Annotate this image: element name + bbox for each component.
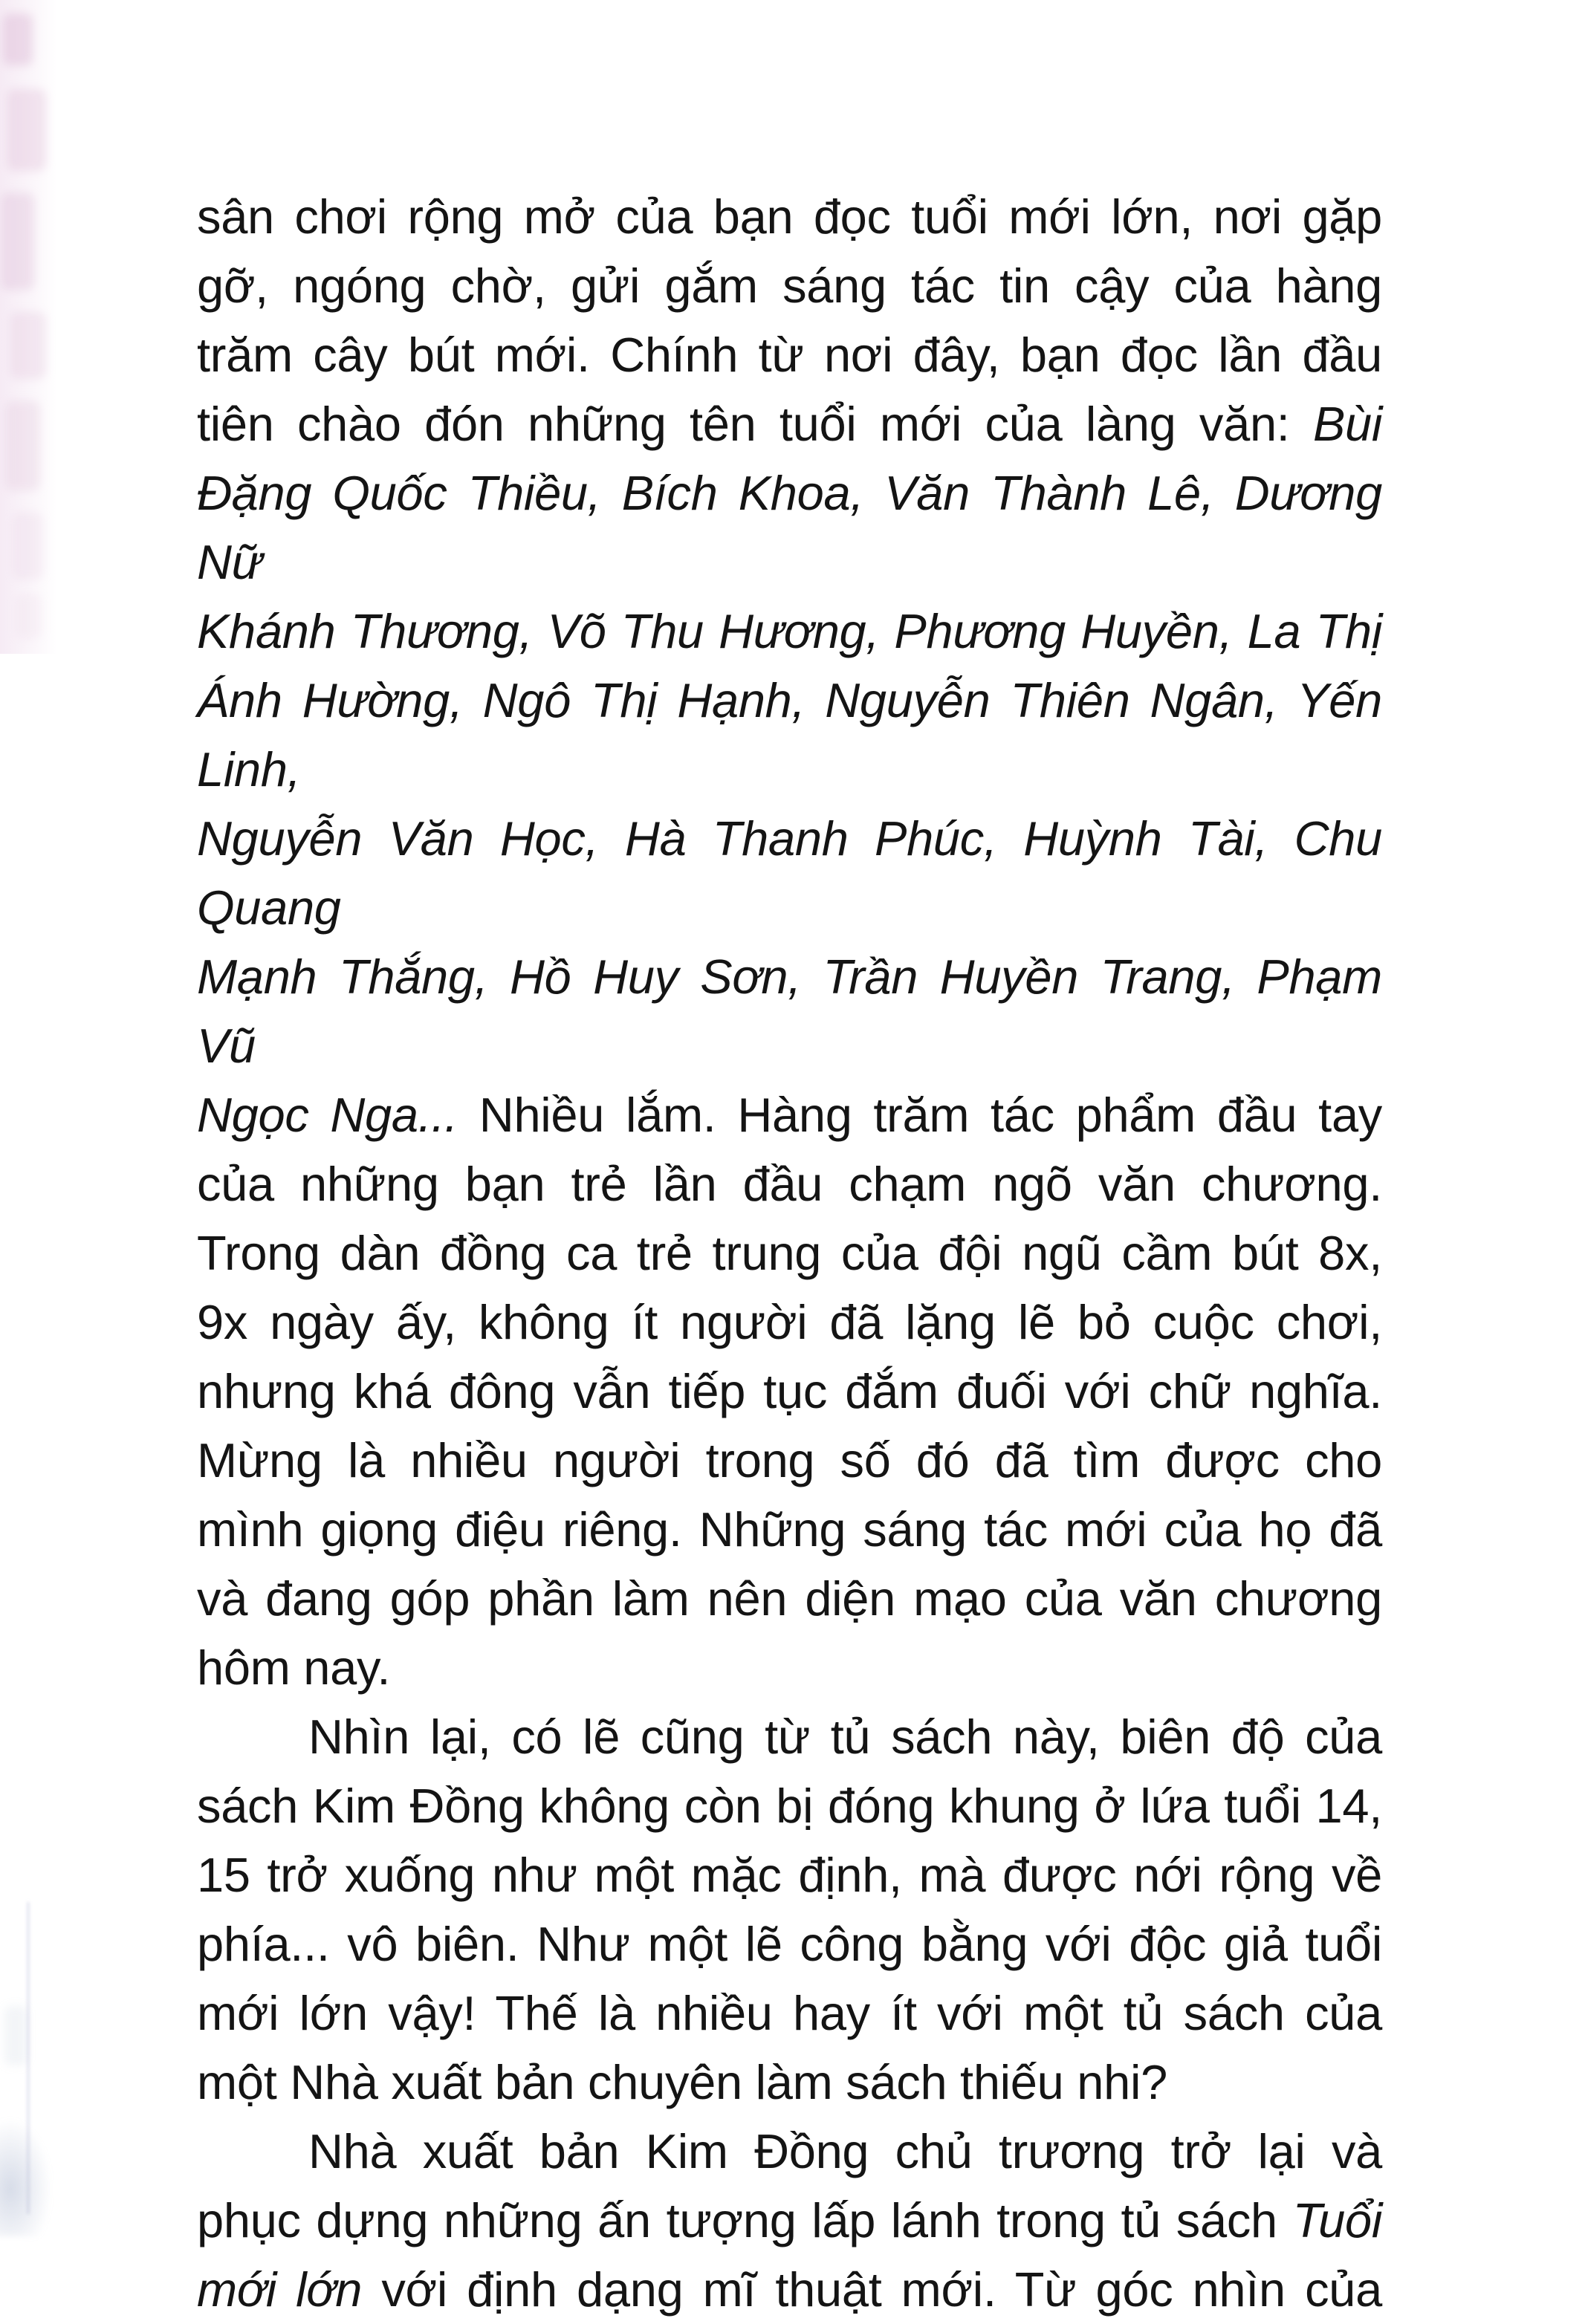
text-segment: hôm nay. [197, 1640, 391, 1695]
scan-artifact-corner [0, 2117, 52, 2236]
text-line [197, 1979, 1382, 2048]
text-line [197, 1357, 1382, 1426]
text-segment: gỡ, ngóng chờ, gửi gắm sáng tác tin cậy của hàng [197, 259, 1382, 313]
text-segment: Trong dàn đồng ca trẻ trung của đội ngũ cầm bút 8x, [197, 1226, 1382, 1280]
text-line [197, 1909, 1382, 1979]
scan-artifact [10, 312, 46, 379]
text-line [197, 942, 1382, 1080]
italic-text-segment: Nguyễn Văn Học, Hà Thanh Phúc, Huỳnh Tài, Chu Quang [197, 811, 1382, 935]
scan-artifact [16, 594, 42, 639]
text-line [197, 1149, 1382, 1218]
text-segment: Mừng là nhiều người trong số đó đã tìm được cho [197, 1433, 1382, 1487]
text-segment: nhưng khá đông vẫn tiếp tục đắm đuối với chữ nghĩa. [197, 1364, 1382, 1418]
text-segment: Nhìn lại, có lẽ cũng từ tủ sách này, biên độ của [308, 1710, 1382, 1764]
text-segment: Nhà xuất bản Kim Đồng chủ trương trở lại và [308, 2124, 1382, 2178]
text-segment: và đang góp phần làm nên diện mạo của văn chương [197, 1571, 1382, 1626]
text-line [197, 666, 1382, 804]
text-line [197, 804, 1382, 942]
text-line [197, 1702, 1382, 1771]
text-line [197, 2048, 1382, 2117]
scan-artifact [13, 513, 43, 580]
text-line [197, 458, 1382, 597]
italic-text-segment: Ánh Hường, Ngô Thị Hạnh, Nguyễn Thiên Ngân, Yến Linh, [197, 673, 1382, 796]
italic-text-segment: Mạnh Thắng, Hồ Huy Sơn, Trần Huyền Trang, Phạm Vũ [197, 950, 1382, 1073]
text-segment: một Nhà xuất bản chuyên làm sách thiếu nhi? [197, 2055, 1167, 2109]
scan-artifact [3, 13, 33, 65]
text-segment: phục dựng những ấn tượng lấp lánh trong tủ sách [197, 2193, 1293, 2247]
text-segment: trăm cây bút mới. Chính từ nơi đây, bạn đọc lần đầu [197, 328, 1382, 382]
text-segment: 15 trở xuống như một mặc định, mà được nới rộng về [197, 1848, 1382, 1902]
text-segment: với định dạng mĩ thuật mới. Từ góc nhìn của [362, 2262, 1382, 2317]
text-segment: sân chơi rộng mở của bạn đọc tuổi mới lớn, nơi gặp [197, 189, 1382, 244]
text-line [197, 2186, 1382, 2255]
text-line [197, 1080, 1382, 1149]
italic-text-segment: Đặng Quốc Thiều, Bích Khoa, Văn Thành Lê, Dương Nữ [197, 466, 1382, 589]
text-line [197, 1564, 1382, 1633]
italic-text-segment: mới lớn [197, 2262, 363, 2317]
text-line [197, 320, 1382, 389]
text-segment: sách Kim Đồng không còn bị đóng khung ở lứa tuổi 14, [197, 1779, 1382, 1833]
text-line [197, 389, 1382, 458]
text-line [197, 1495, 1382, 1564]
italic-text-segment: Khánh Thương, Võ Thu Hương, Phương Huyền, La Thị [197, 604, 1382, 658]
text-segment: mình giọng điệu riêng. Những sáng tác mới của họ đã [197, 1502, 1382, 1557]
scan-edge-tint [0, 0, 67, 654]
scan-artifact [1, 193, 34, 290]
text-line [197, 2117, 1382, 2186]
text-segment: Nhiều lắm. Hàng trăm tác phẩm đầu tay [457, 1088, 1382, 1142]
text-line [197, 1288, 1382, 1357]
italic-text-segment: Tuổi [1292, 2193, 1382, 2247]
scan-artifact-line [27, 1902, 30, 2214]
text-segment: tiên chào đón những tên tuổi mới của làng văn: [197, 397, 1313, 451]
text-segment: của những bạn trẻ lần đầu chạm ngõ văn chương. [197, 1157, 1382, 1211]
italic-text-segment: Bùi [1312, 397, 1382, 451]
text-line [197, 1771, 1382, 1840]
text-line [197, 182, 1382, 251]
text-line [197, 2255, 1382, 2324]
scan-artifact [7, 89, 46, 171]
text-line [197, 251, 1382, 320]
text-line [197, 1633, 1382, 1702]
scan-artifact [4, 2006, 27, 2065]
scan-artifact [6, 401, 40, 490]
text-line [197, 597, 1382, 666]
text-line [197, 1218, 1382, 1288]
text-segment: mới lớn vậy! Thế là nhiều hay ít với một tủ sách của [197, 1986, 1382, 2040]
text-line [197, 1426, 1382, 1495]
page-text-block [197, 182, 1382, 2324]
italic-text-segment: Ngọc Nga... [197, 1088, 458, 1142]
text-line [197, 1840, 1382, 1909]
text-segment: 9x ngày ấy, không ít người đã lặng lẽ bỏ cuộc chơi, [197, 1295, 1382, 1349]
text-segment: phía... vô biên. Như một lẽ công bằng với độc giả tuổi [197, 1917, 1382, 1971]
